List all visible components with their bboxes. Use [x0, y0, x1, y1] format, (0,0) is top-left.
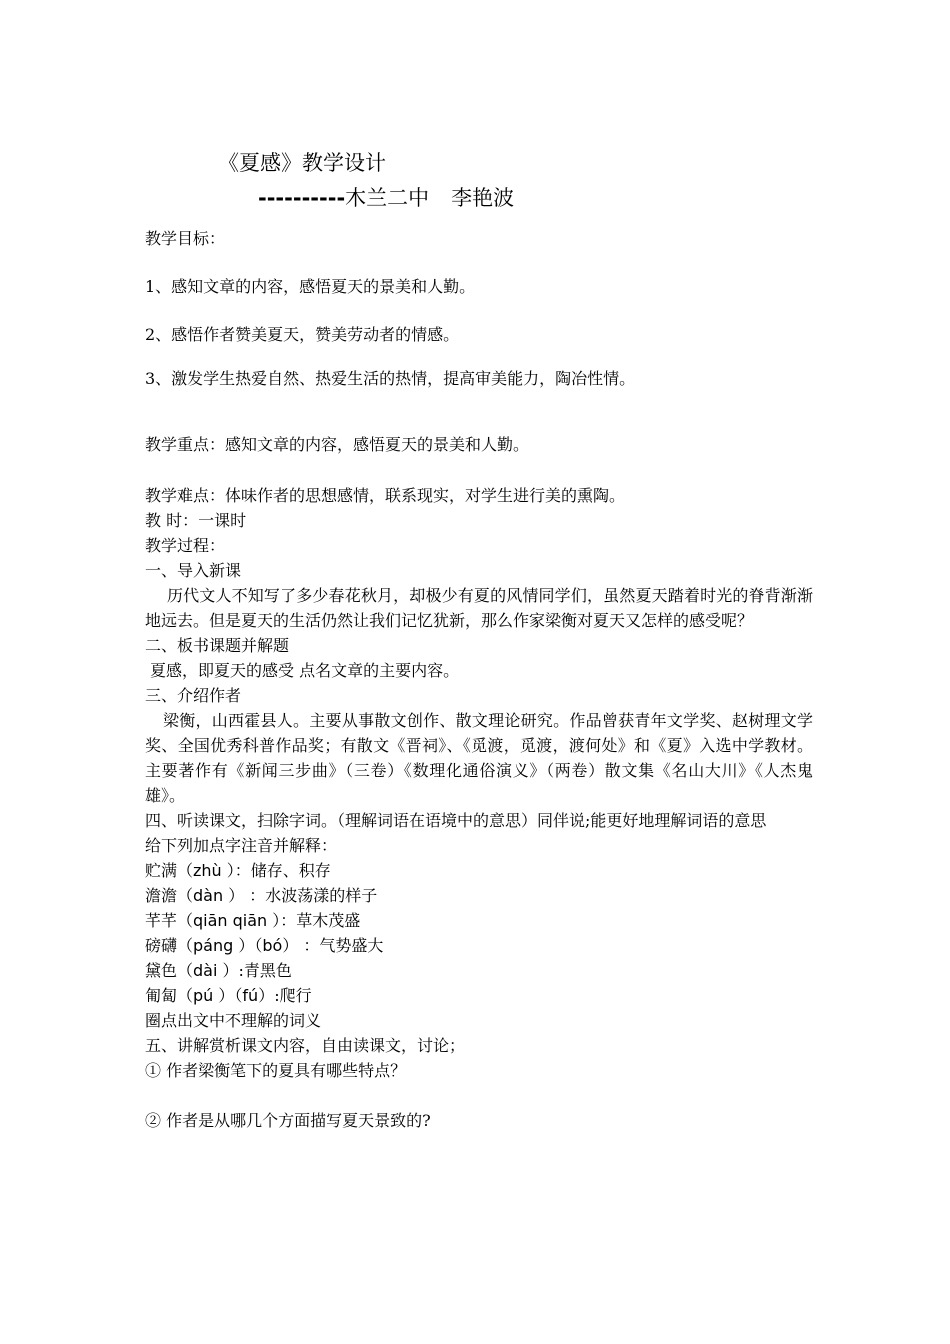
goal-2: 2、感悟作者赞美夏天，赞美劳动者的情感。	[145, 325, 460, 344]
key-point: 教学重点：感知文章的内容，感悟夏天的景美和人勤。	[145, 435, 530, 454]
subtitle-dashes: ----------	[258, 186, 346, 210]
goal-1: 1、感知文章的内容，感悟夏天的景美和人勤。	[145, 277, 476, 296]
section-5-heading: 五、讲解赏析课文内容，自由读课文，讨论；	[145, 1036, 466, 1055]
vocab-item-1: 贮满（zhù ）：储存、积存	[145, 861, 331, 880]
section-1-paragraph: 历代文人不知写了多少春花秋月，却极少有夏的风情同学们，虽然夏天踏着时光的脊背渐渐地远去。但是夏天的生活仍然让我们记忆犹新，那么作家梁衡对夏天又怎样的感受呢？	[145, 586, 813, 630]
question-2: ② 作者是从哪几个方面描写夏天景致的?	[145, 1111, 431, 1130]
circle-words: 圈点出文中不理解的词义	[145, 1011, 322, 1030]
question-1: ① 作者梁衡笔下的夏具有哪些特点？	[145, 1061, 407, 1080]
goals-heading: 教学目标：	[145, 229, 226, 248]
pinyin: dàn	[193, 886, 224, 905]
difficulty: 教学难点：体味作者的思想感情，联系现实，对学生进行美的熏陶。	[145, 486, 626, 505]
section-3-heading: 三、介绍作者	[145, 686, 242, 705]
section-2-paragraph: 夏感，即夏天的感受 点名文章的主要内容。	[150, 661, 460, 680]
goal-3: 3、激发学生热爱自然、热爱生活的热情，提高审美能力，陶冶性情。	[145, 369, 636, 388]
vocab-task: 给下列加点字注音并解释：	[145, 836, 338, 855]
vocab-item-6: 匍匐（pú ）（fú）:爬行	[145, 986, 312, 1005]
section-1-heading: 一、导入新课	[145, 561, 242, 580]
pinyin: dài	[193, 961, 218, 980]
process-heading: 教学过程：	[145, 536, 226, 555]
section-3-paragraph: 梁衡，山西霍县人。主要从事散文创作、散文理论研究。作品曾获青年文学奖、赵树理文学奖、全国优秀科普作品奖；有散文《晋祠》、《觅渡，觅渡，渡何处》和《夏》入选中学教材。主要著作有《新闻三步曲》（三卷）《数理化通俗演义》（两卷）散文集《名山大川》《人杰鬼雄》。	[145, 711, 813, 805]
pinyin: páng	[193, 936, 234, 955]
subtitle-school: 木兰二中	[345, 186, 430, 210]
vocab-item-5: 黛色（dài ）:青黑色	[145, 961, 292, 980]
document-title: 《夏感》教学设计	[218, 151, 386, 175]
pinyin: qiān qiān	[193, 911, 268, 930]
vocab-item-3: 芊芊（qiān qiān ）：草木茂盛	[145, 911, 361, 930]
class-time: 教 时：一课时	[145, 511, 247, 530]
vocab-item-2: 澹澹（dàn ） ：水波荡漾的样子	[145, 886, 378, 905]
pinyin: bó	[262, 936, 283, 955]
pinyin: fú	[242, 986, 259, 1005]
main-content	[145, 483, 813, 1133]
section-2-heading: 二、板书课题并解题	[145, 636, 290, 655]
pinyin: zhù	[193, 861, 222, 880]
document-subtitle	[258, 183, 514, 213]
section-4-paragraph: 四、听读课文，扫除字词。（理解词语在语境中的意思）同伴说;能更好地理解词语的意思	[145, 811, 767, 830]
vocab-item-4: 磅礴（páng ）（bó） ：气势盛大	[145, 936, 384, 955]
pinyin: pú	[193, 986, 214, 1005]
subtitle-author: 李艳波	[451, 186, 515, 210]
